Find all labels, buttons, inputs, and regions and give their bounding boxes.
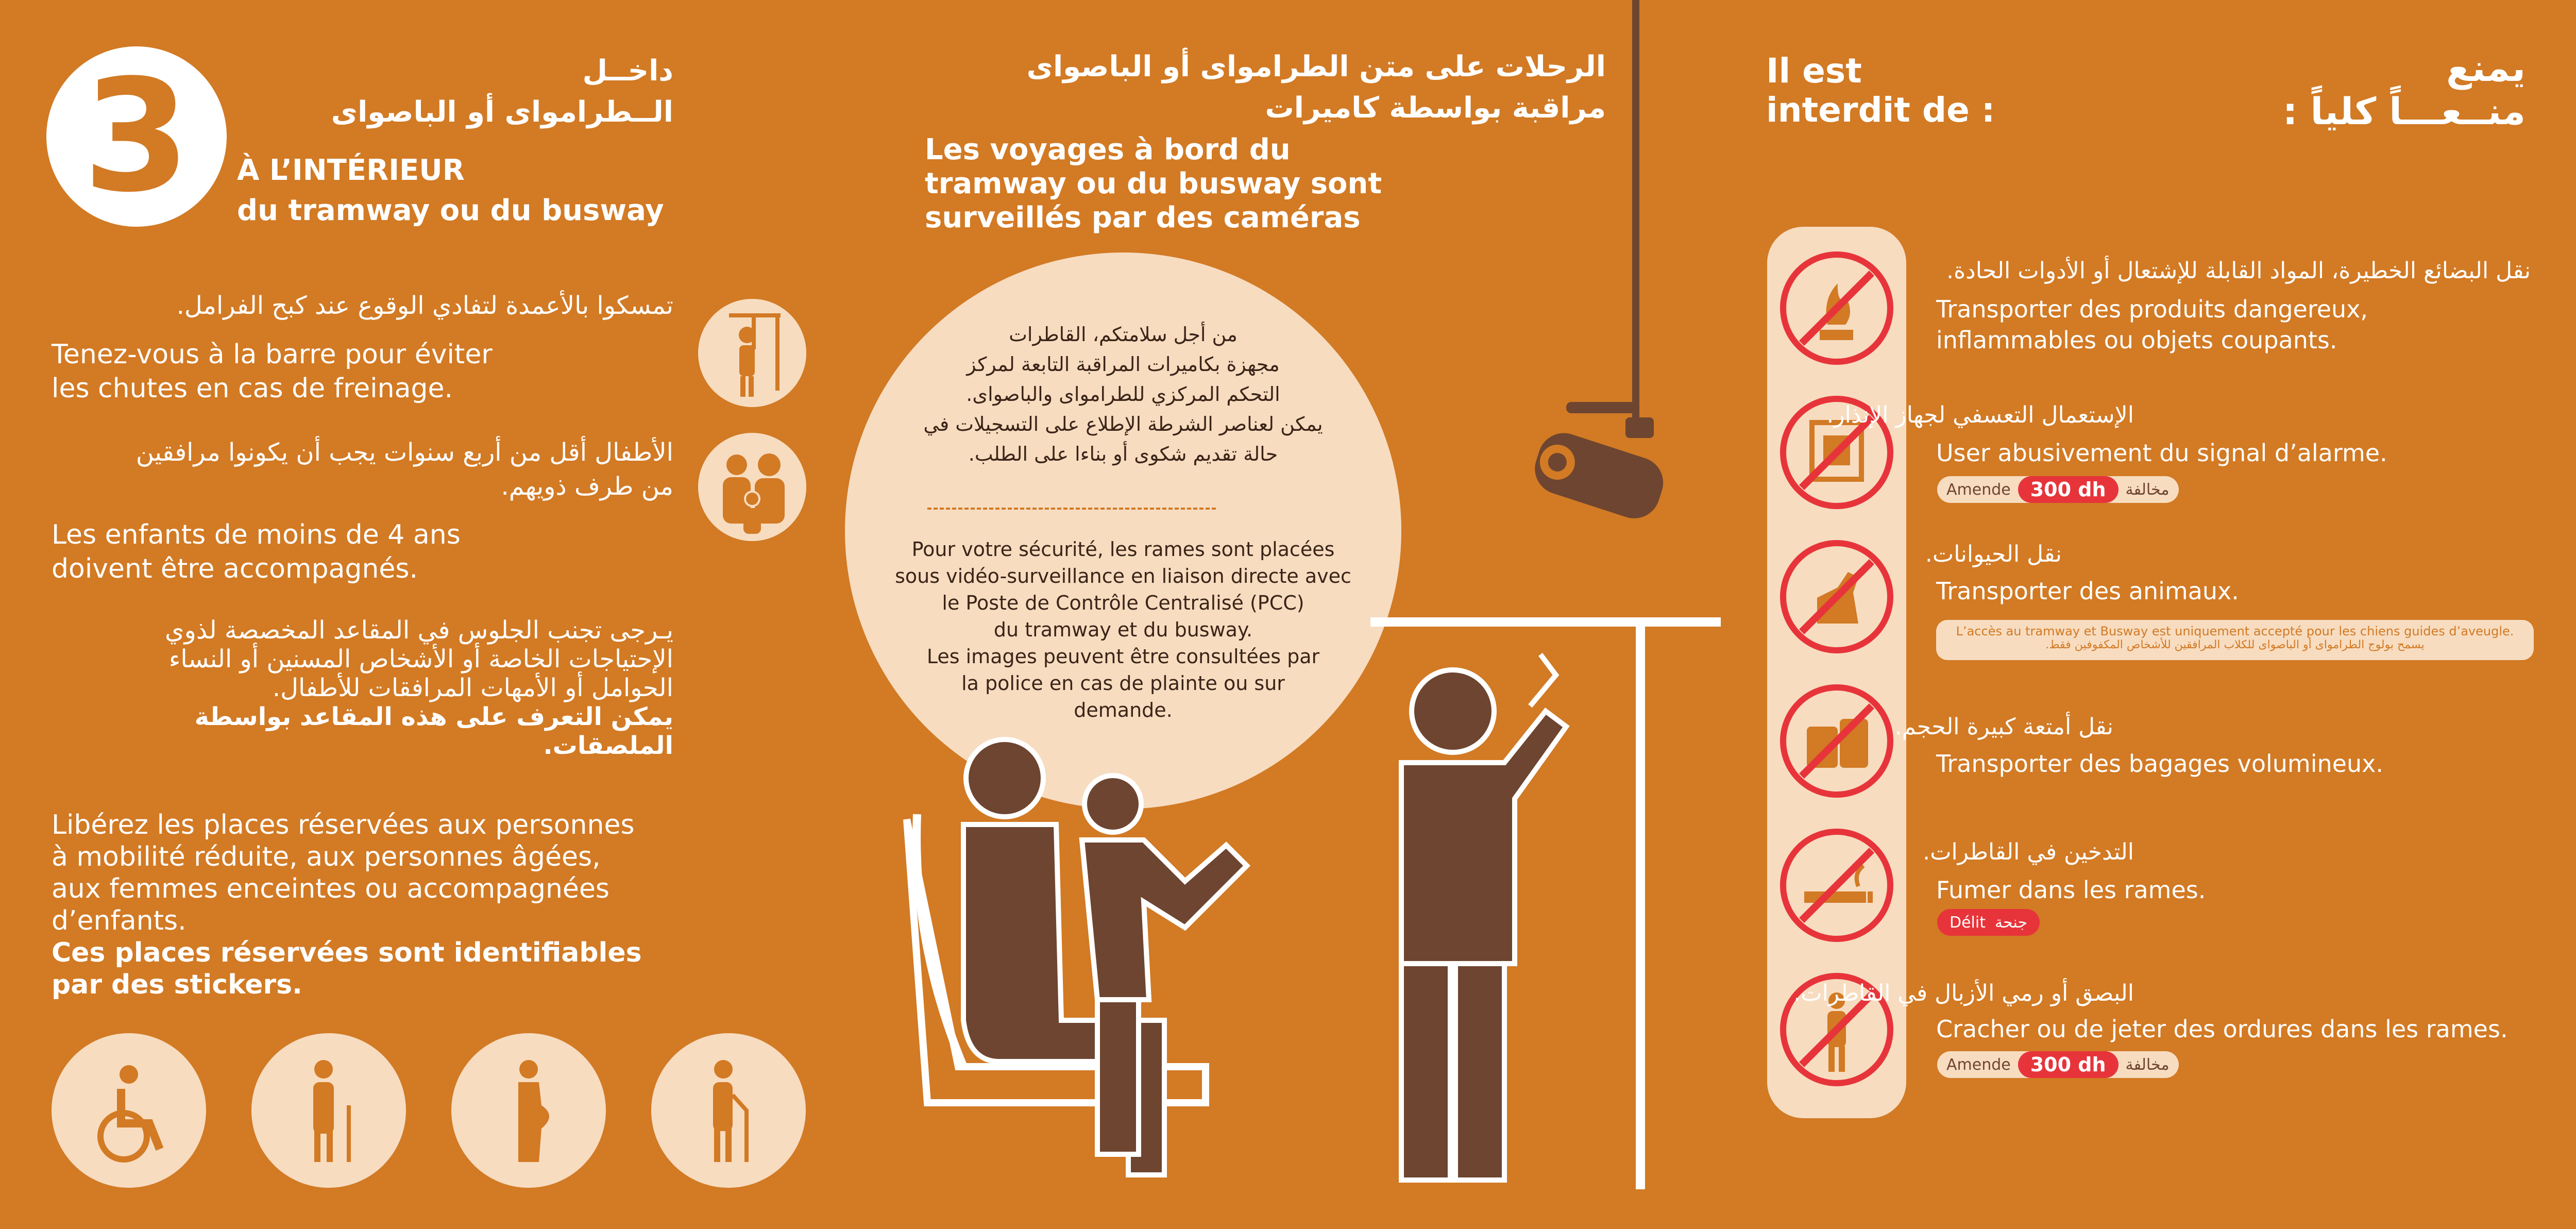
right-title-ar: يمنع منــعـــاً كلياً : xyxy=(2282,46,2526,133)
security-camera-icon xyxy=(1515,397,1690,553)
handrail-pole xyxy=(1636,617,1645,1189)
rule-alarm-ar: الإستعمال التعسفي لجهاز الإنذار. xyxy=(1826,402,2134,428)
family-icon xyxy=(698,433,806,541)
circle-text-fr: Pour votre sécurité, les rames sont placées sous vidéo-surveillance en liaison directe avec le Poste de Contrôle Centralisé (PCC) du tramway et du busway. Les images peuvent être consultées par la police en cas de plainte ou sur demande. xyxy=(895,538,1351,721)
center-title-ar: الرحلات على متن الطراموای أو الباصوای مراقبة بواسطة كاميرات xyxy=(1026,50,1606,125)
circle-text-ar: من أجل سلامتكم، القاطرات مجهزة بكاميرات المراقبة التابعة لمركز التحكم المركزي للطراموای والباصوای. يمكن لعناصر الشرطة الإطلاع على التسجيلات في حالة تقديم شكوى أو بناءا على الطلب. xyxy=(923,323,1323,465)
circle-divider xyxy=(927,508,1216,510)
fine-badge-littering: Amende 300 dh مخالفة xyxy=(1937,1051,2179,1078)
guide-dog-note: L’accès au tramway et Busway est uniquement accepté pour les chiens guides d’aveugle. يسمح بولوج الطراموای أو الباصوای للكلاب المرافقين للأشخاص المكفوفين فقط. xyxy=(1936,620,2534,660)
rule-littering-ar: البصق أو رمي الأزبال في القاطرات. xyxy=(1793,980,2134,1006)
left-title-fr: À L’INTÉRIEUR du tramway ou du busway xyxy=(237,154,664,227)
pregnant-woman-icon xyxy=(451,1033,606,1188)
standing-passenger-illustration xyxy=(1360,644,1577,1198)
fine-badge-alarm: Amende 300 dh مخالفة xyxy=(1937,476,2179,503)
handrail-bar xyxy=(1370,617,1721,627)
tip-hold-bar-ar: تمسكوا بالأعمدة لتفادي الوقوع عند كبح الفرامل. xyxy=(176,291,673,320)
offence-badge-smoking: Délit جنحة xyxy=(1937,909,2040,936)
left-title-ar: داخــل الــطراموای أو الباصوای xyxy=(331,54,673,129)
rule-smoking-fr: Fumer dans les rames. xyxy=(1936,876,2206,904)
person-with-cane-icon xyxy=(651,1033,806,1188)
rule-smoking-ar: التدخين في القاطرات. xyxy=(1923,839,2134,865)
right-title-fr: Il est interdit de : xyxy=(1766,51,1995,130)
rule-luggage-fr: Transporter des bagages volumineux. xyxy=(1936,750,2383,778)
elderly-person-icon xyxy=(251,1033,406,1188)
tip-reserved-seats-fr: Libérez les places réservées aux personnes à mobilité réduite, aux personnes âgées, aux femmes enceintes ou accompagnées d’enfants. Ces places réservées sont identifiables par des stickers. xyxy=(52,810,642,1000)
tip-hold-bar-fr: Tenez-vous à la barre pour éviter les chutes en cas de freinage. xyxy=(52,339,493,404)
tip-children-fr: Les enfants de moins de 4 ans doivent être accompagnés. xyxy=(52,519,461,584)
section-number-badge xyxy=(46,46,227,227)
rule-dangerous-goods-fr: Transporter des produits dangereux, inflammables ou objets coupants. xyxy=(1936,295,2368,354)
section-number: 3 xyxy=(82,46,191,226)
seated-passengers-illustration xyxy=(896,711,1267,1213)
wheelchair-icon xyxy=(52,1033,206,1188)
hold-bar-icon xyxy=(698,299,806,407)
center-title-fr: Les voyages à bord du tramway ou du busway sont surveillés par des caméras xyxy=(925,133,1382,234)
rule-littering-fr: Cracher ou de jeter des ordures dans les rames. xyxy=(1936,1015,2508,1043)
rule-animals-ar: نقل الحيوانات. xyxy=(1925,541,2062,567)
dangerous-goods-forbidden-icon xyxy=(1776,247,1897,369)
rule-luggage-ar: نقل أمتعة كبيرة الحجم. xyxy=(1894,714,2113,740)
tip-children-ar: الأطفال أقل من أربع سنوات يجب أن يكونوا مرافقين من طرف ذويهم. xyxy=(135,438,673,501)
rule-dangerous-goods-ar: نقل البضائع الخطيرة، المواد القابلة للإشتعال أو الأدوات الحادة. xyxy=(1946,258,2531,284)
luggage-forbidden-icon xyxy=(1776,680,1897,802)
rule-alarm-fr: User abusivement du signal d’alarme. xyxy=(1936,439,2387,467)
rule-animals-fr: Transporter des animaux. xyxy=(1936,577,2239,605)
tip-reserved-seats-ar: يـرجى تجنب الجلوس في المقاعد المخصصة لذوي الإحتياجات الخاصة أو الأشخاص المسنين أو النساء الحوامل أو الأمهات المرافقات للأطفال. يمكن التعرف على هذه المقاعد بواسطة الملصقات. xyxy=(165,616,673,760)
camera-pole xyxy=(1632,0,1639,423)
